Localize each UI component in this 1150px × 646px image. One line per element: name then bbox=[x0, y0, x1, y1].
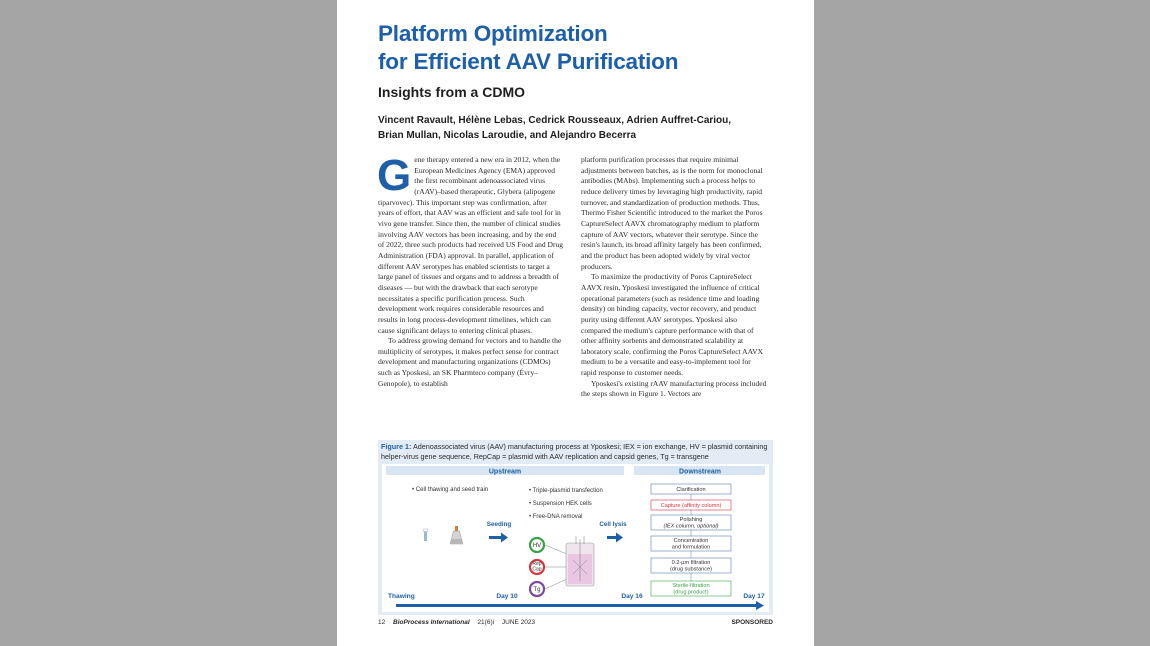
body-paragraph: To address growing demand for vectors and to handle the multiplicity of serotypes, it makes perfect sense for contract development and manufacturing organizations (CDMOs) such as Yposkesi, an SK Pharmteco company (Évry–Genopole), to establish bbox=[378, 336, 562, 388]
body-column-right bbox=[581, 155, 767, 400]
issue-number: 21(6)i bbox=[477, 619, 495, 626]
timeline-day10: Day 10 bbox=[496, 593, 518, 600]
bioreactor-icon bbox=[566, 536, 594, 586]
issue-date: JUNE 2023 bbox=[501, 619, 536, 626]
cell-lysis-label: Cell lysis bbox=[599, 521, 627, 528]
clarification-label: Clarification bbox=[676, 487, 706, 494]
plasmid-line-tg bbox=[545, 579, 567, 589]
cell-vial-icon bbox=[424, 529, 428, 541]
drug-substance-label: (drug substance) bbox=[670, 566, 712, 573]
figure-1 bbox=[378, 440, 773, 615]
bullet-free-dna: • Free-DNA removal bbox=[529, 514, 583, 520]
timeline-day17: Day 17 bbox=[743, 593, 765, 600]
page-footer bbox=[378, 619, 773, 626]
body-column-left bbox=[377, 151, 564, 389]
upstream-title: Upstream bbox=[488, 468, 522, 476]
paragraph-text: ene therapy entered a new era in 2012, when the European Medicines Agency (EMA) approved the first recombinant adenoassociated virus (rAAV)–based therapeutic, Glybera (alipogene tiparvovec). This important step was confirmation, after years of effort, that AAV was an efficient and safe tool for in vivo gene transfer. Since then, the number of clinical studies involving AAV vectors has been increasing, and by the end of 2022, three such products had received US Food and Drug Administration (FDA) approval. In parallel, application of different AAV serotypes has enabled scientists to target a large panel of tissues and organs and to address a breadth of diseases — but with the drawback that each serotype necessitates a specific purification process. Such development work requires considerable resources and results in long process-development timelines, which can cause significant delays to entering clinical phases. bbox=[378, 155, 564, 335]
bullet-hek-cells: • Suspension HEK cells bbox=[529, 501, 592, 507]
article-title bbox=[378, 20, 678, 76]
drug-product-label: (drug product) bbox=[673, 589, 709, 596]
page-number: 12 bbox=[378, 619, 386, 626]
bullet-seed-train: • Cell thawing and seed train bbox=[412, 487, 489, 493]
seeding-arrow bbox=[489, 533, 508, 543]
polishing-detail: (IEX column, optional) bbox=[663, 523, 719, 530]
drop-cap: G bbox=[377, 151, 412, 200]
body-paragraph bbox=[377, 151, 564, 336]
downstream-title: Downstream bbox=[678, 468, 722, 476]
title-line-2: for Efficient AAV Purification bbox=[378, 49, 679, 74]
plasmid-hv-label: HV bbox=[532, 543, 542, 550]
process-diagram bbox=[382, 464, 769, 612]
magazine-name: BioProcess International bbox=[393, 619, 470, 626]
body-paragraph: To maximize the productivity of Poros CaptureSelect AAVX resin, Yposkesi investigated the influence of critical operational parameters (such as residence time and loading density) on binding capacity, vector recovery, and product purity using different AAV serotypes. Yposkesi also compared the medium's capture performance with that of other affinity sorbents and demonstrated scalability at laboratory scale, confirming the Poros CaptureSelect AAVX medium to be a versatile and easy-to-implement tool for rapid response to customer needs. bbox=[581, 272, 763, 378]
timeline-thawing: Thawing bbox=[388, 593, 415, 600]
authors-line-2: Brian Mullan, Nicolas Laroudie, and Alejandro Becerra bbox=[378, 129, 637, 141]
timeline-arrow bbox=[396, 601, 764, 610]
figure-caption-text: Adenoassociated virus (AAV) manufacturing process at Yposkesi; IEX = ion exchange, HV = plasmid containing helper-virus gene sequence, RepCap = plasmid with AAV replication and capsid genes, Tg = transgene bbox=[381, 442, 768, 461]
article-page bbox=[337, 0, 814, 646]
bullet-transfection: • Triple-plasmid transfection bbox=[529, 488, 603, 494]
plasmid-tg-label: Tg bbox=[533, 587, 541, 594]
authors-line-1: Vincent Ravault, Hélène Lebas, Cedrick Rousseaux, Adrien Auffret-Cariou, bbox=[378, 115, 732, 126]
capture-label: Capture (affinity column) bbox=[660, 503, 722, 510]
figure-caption bbox=[378, 440, 773, 461]
article-subtitle: Insights from a CDMO bbox=[378, 84, 526, 100]
sterile-filtration-label: Sterile-filtration bbox=[672, 583, 710, 589]
figure-diagram-panel bbox=[382, 464, 769, 612]
body-paragraph: Yposkesi's existing rAAV manufacturing process included the steps shown in Figure 1. Vectors are bbox=[581, 378, 767, 399]
polishing-label: Polishing bbox=[679, 517, 703, 523]
sponsored-label: SPONSORED bbox=[731, 619, 773, 626]
plasmid-rep-label: Rep bbox=[532, 561, 542, 567]
seeding-label: Seeding bbox=[486, 521, 512, 528]
plasmid-line-hv bbox=[545, 545, 567, 554]
figure-label: Figure 1: bbox=[381, 442, 412, 451]
plasmid-cap-label: Cap bbox=[532, 566, 542, 573]
filtration-label: 0.2-µm filtration bbox=[671, 560, 711, 566]
cell-lysis-arrow bbox=[607, 533, 623, 543]
shake-flask-icon bbox=[450, 526, 463, 544]
formulation-label: and formulation bbox=[671, 544, 711, 551]
timeline-day16: Day 16 bbox=[621, 593, 643, 600]
author-list bbox=[378, 114, 798, 143]
concentration-label: Concentration bbox=[673, 538, 709, 544]
title-line-1: Platform Optimization bbox=[378, 21, 608, 46]
body-paragraph: platform purification processes that require minimal adjustments between batches, as is the norm for monoclonal antibodies (MAbs). Implementing such a process helps to reduce delivery times by leveraging high productivity, rapid turnover, and standardization of production methods. Thus, Thermo Fisher Scientific introduced to the market the Poros CaptureSelect AAVX chromatography medium to platform capture of AAV vectors, whatever their serotype. Since the resin's launch, its broad affinity largely has been confirmed, and the product has been adopted widely by viral vector producers. bbox=[581, 155, 763, 271]
